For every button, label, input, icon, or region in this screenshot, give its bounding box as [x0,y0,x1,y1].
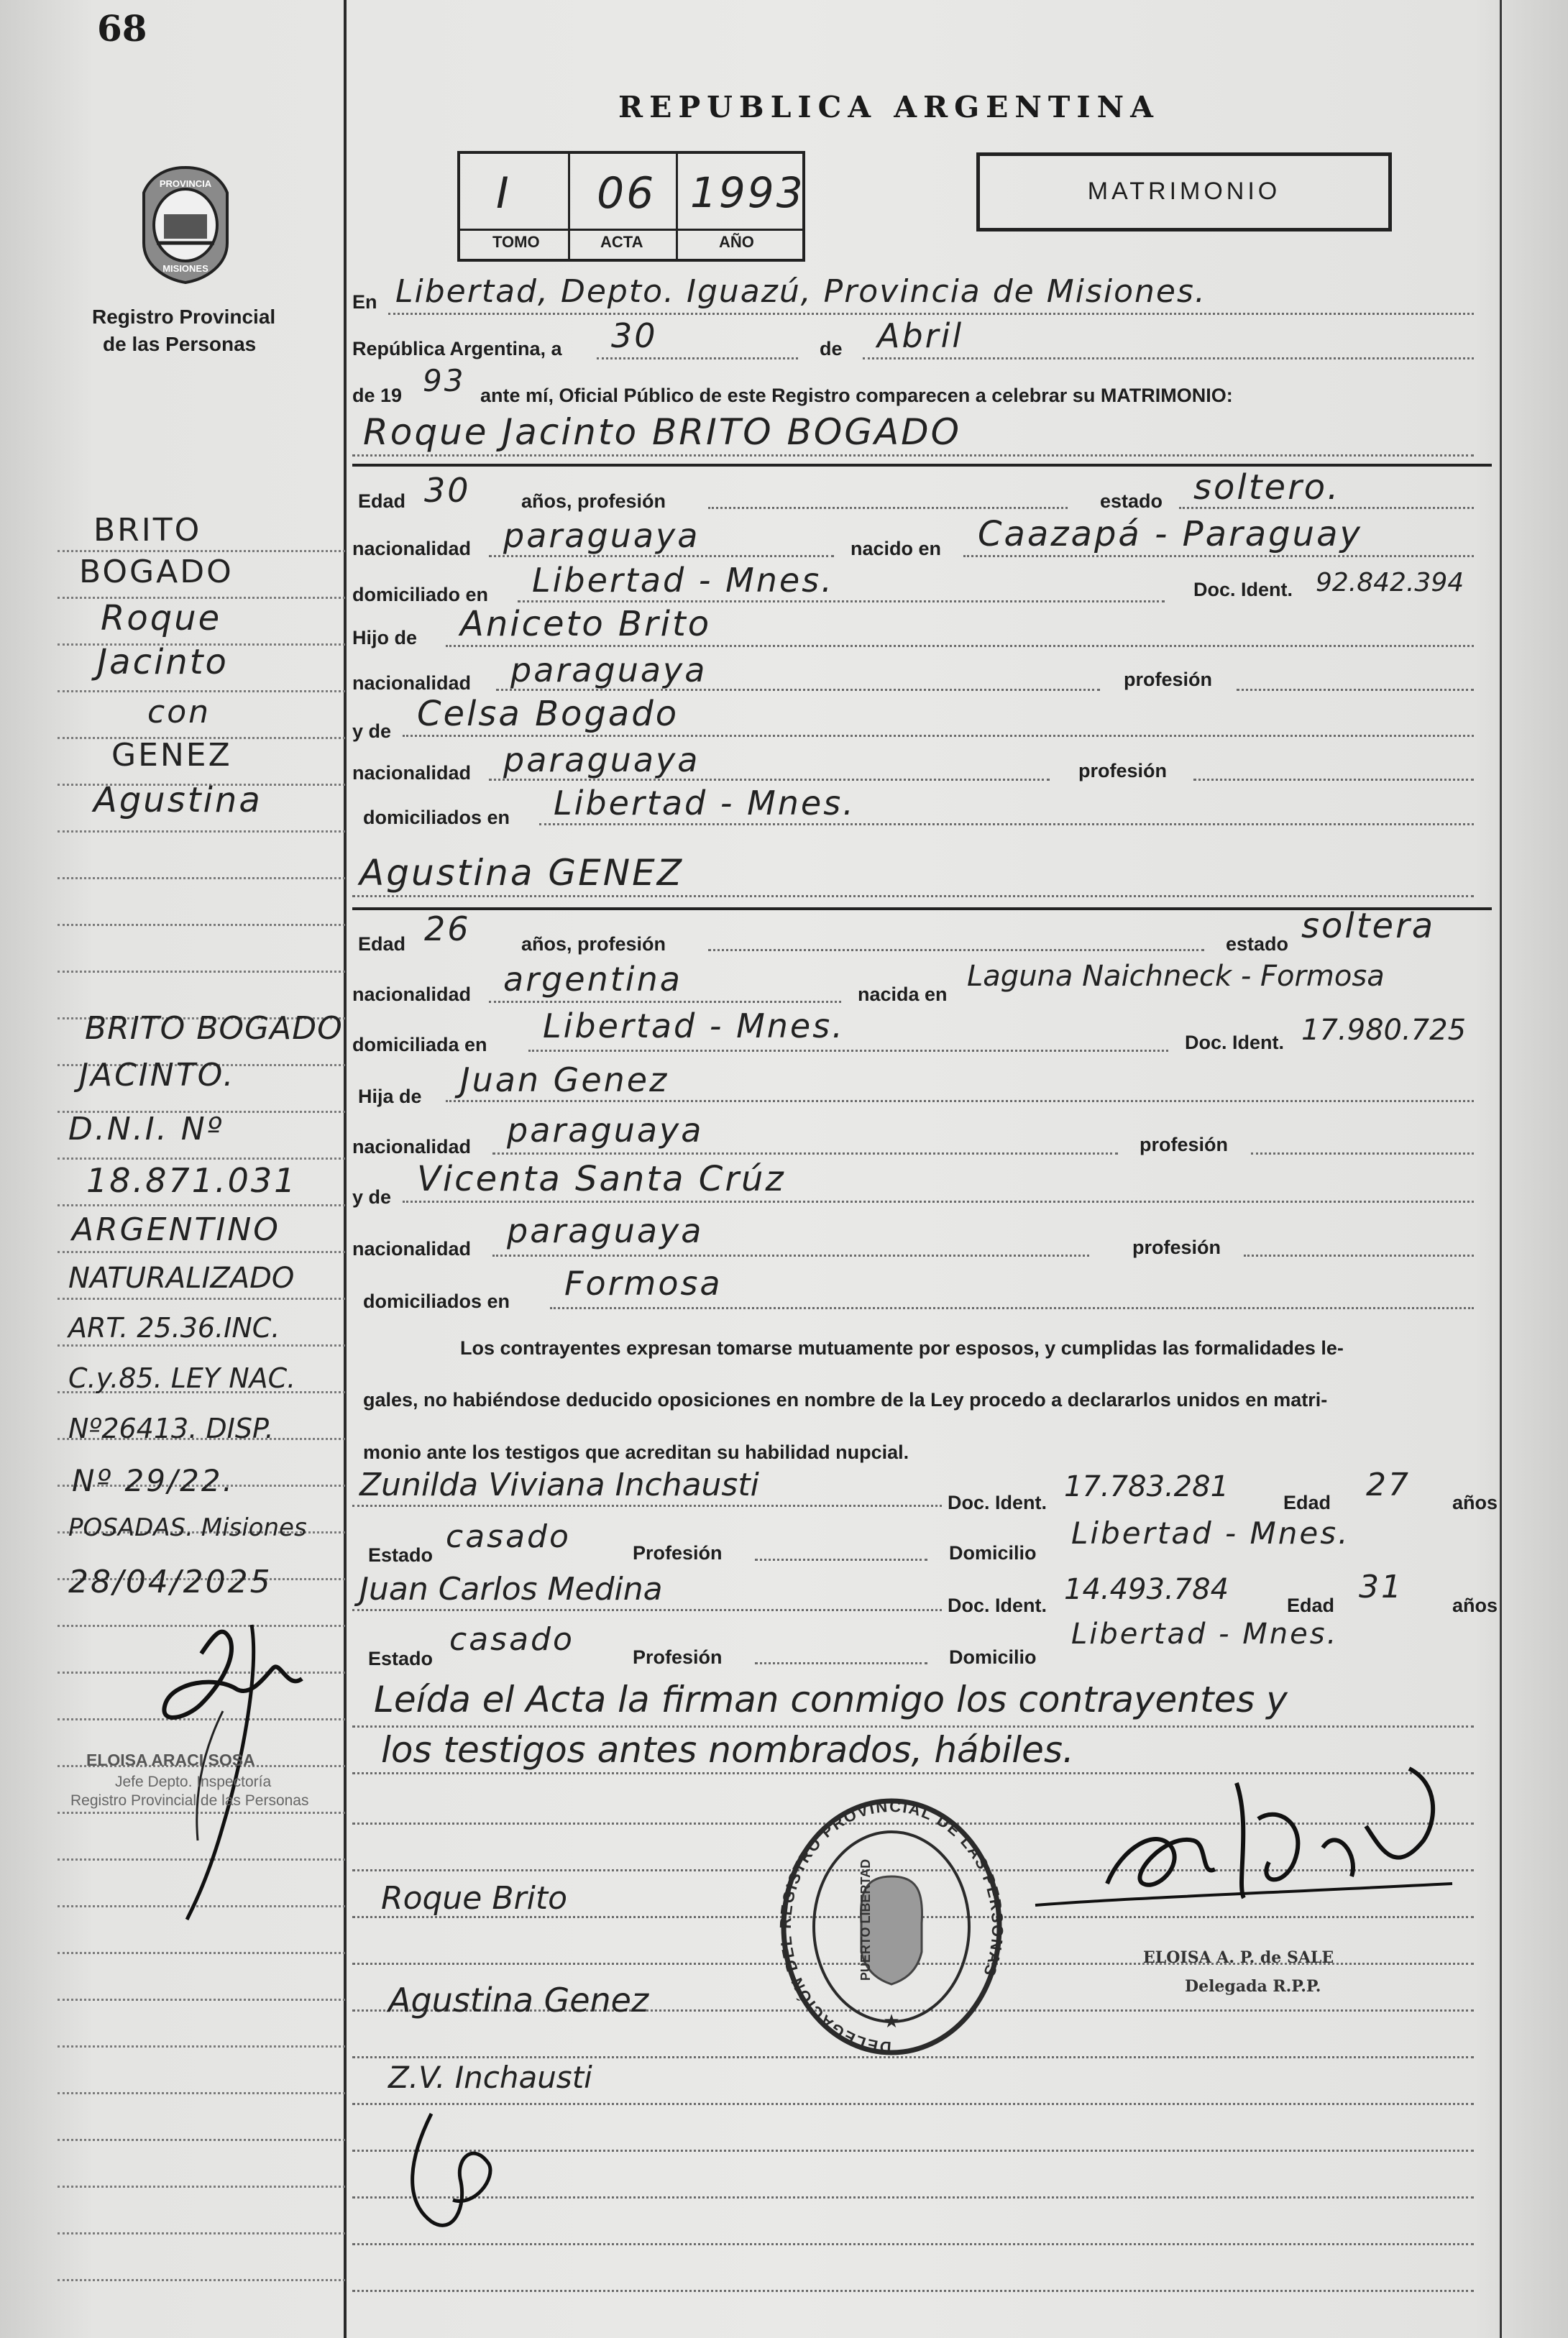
bride-dom-label: domiciliada en [352,1034,487,1055]
groom-father: Aniceto Brito [460,604,712,644]
margin-annotation-11: 28/04/2025 [68,1564,272,1600]
margin-name-5: GENEZ [111,737,232,774]
acta-label: ACTA [600,233,643,251]
signature-witness-2 [388,2099,532,2243]
groom-doc: 92.842.394 [1316,568,1464,597]
witness-2-name: Juan Carlos Medina [359,1571,663,1608]
bride-hija-label: Hija de [358,1086,422,1107]
bride-doc: 17.980.725 [1301,1014,1467,1047]
groom-yde-label: y de [352,720,392,742]
witness-1-domicilio: Libertad - Mnes. [1071,1516,1350,1551]
groom-father-nac-label: nacionalidad [352,672,472,694]
bride-nac-label: nacionalidad [352,984,472,1005]
official-stamp-org: Registro Provincial de las Personas [70,1792,309,1809]
groom-edad: 30 [424,471,471,510]
year-prefix: de 19 [352,385,403,406]
closing-line-1: Leída el Acta la firman conmigo los contrayentes y [374,1679,1288,1720]
bride-nacida-en: Laguna Naichneck - Formosa [967,960,1385,993]
witness-2-prof-label: Profesión [633,1646,723,1668]
delegate-name: ELOISA A. P. de SALE [1143,1948,1334,1967]
bride-parents-dom: Formosa [564,1264,723,1303]
year-suffix: 93 [423,363,466,398]
margin-annotation-8: Nº26413. DISP. [68,1413,274,1444]
stamp-center-text: PUERTO LIBERTAD [858,1858,874,1981]
bride-doc-label: Doc. Ident. [1185,1032,1285,1053]
witness-1-estado: casado [446,1518,571,1555]
witness-1-doc: 17.783.281 [1064,1470,1229,1503]
groom-doc-label: Doc. Ident. [1193,579,1293,600]
witness-2-anos-label: años [1452,1595,1498,1616]
republica-label: República Argentina, a [352,338,562,359]
document-type: MATRIMONIO [1087,178,1281,205]
bride-estado: soltera [1301,906,1436,946]
place-value: Libertad, Depto. Iguazú, Provincia de Misiones. [395,273,1206,310]
bride-father-nac: paraguaya [507,1111,704,1150]
margin-name-2: Roque [101,598,222,638]
witness-2-estado: casado [449,1621,574,1658]
provincial-emblem [135,164,236,286]
bride-estado-label: estado [1226,933,1289,955]
bride-nacionalidad: argentina [503,960,682,999]
witness-1-anos-label: años [1452,1492,1498,1513]
groom-father-prof-label: profesión [1124,669,1213,690]
ano-label: AÑO [719,233,754,251]
bride-name: Agustina GENEZ [359,852,684,894]
ano-value: 1993 [690,168,805,217]
groom-nacido-en: Caazapá - Paraguay [978,514,1362,554]
margin-annotation-1: JACINTO. [79,1057,236,1094]
witness-1-estado-label: Estado [368,1544,434,1566]
signature-groom: Roque Brito [381,1880,568,1917]
groom-mother-prof-label: profesión [1078,760,1168,781]
declaration-line-2: gales, no habiéndose deducido oposiciones en nombre de la Ley procedo a declararlos unidos en matri- [363,1389,1328,1411]
groom-name: Roque Jacinto BRITO BOGADO [363,411,962,453]
groom-anos-prof-label: años, profesión [521,490,666,512]
margin-annotation-3: 18.871.031 [86,1161,298,1200]
bride-parents-dom-label: domiciliados en [363,1291,510,1312]
svg-text:PROVINCIA: PROVINCIA [159,178,212,189]
witness-2-edad-label: Edad [1287,1595,1335,1616]
groom-parents-dom-label: domiciliados en [363,807,510,828]
delegate-signature [1021,1740,1467,1970]
groom-nacido-label: nacido en [851,538,942,559]
tomo-value: I [496,168,511,219]
registry-name-line2: de las Personas [103,333,257,355]
groom-parents-dom: Libertad - Mnes. [554,784,856,822]
witness-1-edad: 27 [1366,1467,1411,1503]
svg-text:MISIONES: MISIONES [162,263,208,274]
registry-name-line1: Registro Provincial [92,306,276,328]
declaration-line-3: monio ante los testigos que acreditan su habilidad nupcial. [363,1441,909,1463]
witness-1-dom-label: Domicilio [949,1542,1037,1564]
groom-dom-label: domiciliado en [352,584,489,605]
groom-nac-label: nacionalidad [352,538,472,559]
groom-edad-label: Edad [358,490,406,512]
bride-edad-label: Edad [358,933,406,955]
groom-nacionalidad: paraguaya [503,516,700,555]
en-label: En [352,291,377,313]
witness-2-doc-label: Doc. Ident. [948,1595,1047,1616]
closing-line-2: los testigos antes nombrados, hábiles. [381,1729,1074,1771]
acta-value: 06 [597,168,656,219]
signature-witness-1: Z.V. Inchausti [388,2060,592,2095]
margin-annotation-7: C.y.85. LEY NAC. [68,1362,296,1394]
groom-mother-nac: paraguaya [503,741,700,779]
groom-mother-nac-label: nacionalidad [352,762,472,784]
margin-annotation-6: ART. 25.36.INC. [68,1312,280,1344]
margin-name-1: BOGADO [79,554,234,590]
margin-name-0: BRITO [93,512,202,549]
witness-2-doc: 14.493.784 [1064,1573,1229,1606]
official-stamp-title: Jefe Depto. Inspectoría [115,1774,272,1790]
bride-father: Juan Genez [460,1060,669,1099]
witness-1-edad-label: Edad [1283,1492,1331,1513]
witness-1-doc-label: Doc. Ident. [948,1492,1047,1513]
bride-mother-prof-label: profesión [1132,1237,1221,1258]
registry-round-stamp [776,1797,1007,2071]
tomo-label: TOMO [492,233,540,251]
bride-anos-prof-label: años, profesión [521,933,666,955]
bride-mother-nac-label: nacionalidad [352,1238,472,1260]
margin-annotation-5: NATURALIZADO [68,1262,295,1295]
witness-2-estado-label: Estado [368,1648,434,1669]
delegate-title: Delegada R.P.P. [1185,1977,1321,1996]
witness-2-domicilio: Libertad - Mnes. [1071,1618,1339,1651]
bride-mother: Vicenta Santa Crúz [417,1159,786,1199]
witness-1-prof-label: Profesión [633,1542,723,1564]
bride-edad: 26 [424,909,471,948]
groom-mother: Celsa Bogado [417,694,679,734]
bride-father-nac-label: nacionalidad [352,1136,472,1157]
signature-bride: Agustina Genez [388,1981,649,2020]
bride-mother-nac: paraguaya [507,1211,704,1250]
de-label: de [820,338,843,359]
groom-father-nac: paraguaya [510,651,707,689]
bride-nacida-label: nacida en [858,984,948,1005]
witness-2-edad: 31 [1359,1569,1403,1605]
margin-name-4: con [147,694,211,730]
month-value: Abril [877,316,964,355]
bride-yde-label: y de [352,1186,392,1208]
margin-annotation-0: BRITO BOGADO [85,1010,343,1047]
stamp-ring-text: DELEGACIÓN DEL REGISTRO PROVINCIAL DE LAS PERSONAS [776,1797,1007,2057]
svg-text:★: ★ [883,2010,900,2032]
margin-annotation-9: Nº 29/22. [72,1463,234,1498]
margin-name-6: Agustina [93,780,262,820]
document-type-box [976,152,1392,231]
witness-2-dom-label: Domicilio [949,1646,1037,1668]
witness-1-name: Zunilda Viviana Inchausti [359,1467,759,1503]
margin-annotation-4: ARGENTINO [72,1211,280,1248]
country-title: REPUBLICA ARGENTINA [618,90,1160,124]
groom-hijo-label: Hijo de [352,627,418,648]
day-value: 30 [611,316,658,355]
page-number: 68 [97,7,147,50]
official-stamp-name: ELOISA ARACI SOSA [86,1751,255,1769]
margin-annotation-2: D.N.I. Nº [68,1111,224,1147]
declaration-line-1: Los contrayentes expresan tomarse mutuamente por esposos, y cumplidas las formalidades le- [460,1337,1344,1359]
groom-estado-label: estado [1100,490,1163,512]
bride-domicilio: Libertad - Mnes. [543,1007,845,1045]
groom-domicilio: Libertad - Mnes. [532,561,834,600]
margin-name-3: Jacinto [97,642,229,682]
tomo-acta-ano-box [457,151,805,262]
margin-annotation-10: POSADAS. Misiones [68,1513,307,1542]
margin-divider [344,0,347,2338]
act-intro: ante mí, Oficial Público de este Registro comparecen a celebrar su MATRIMONIO: [480,385,1233,406]
right-border [1500,0,1502,2338]
bride-father-prof-label: profesión [1140,1134,1229,1155]
groom-estado: soltero. [1193,467,1341,508]
